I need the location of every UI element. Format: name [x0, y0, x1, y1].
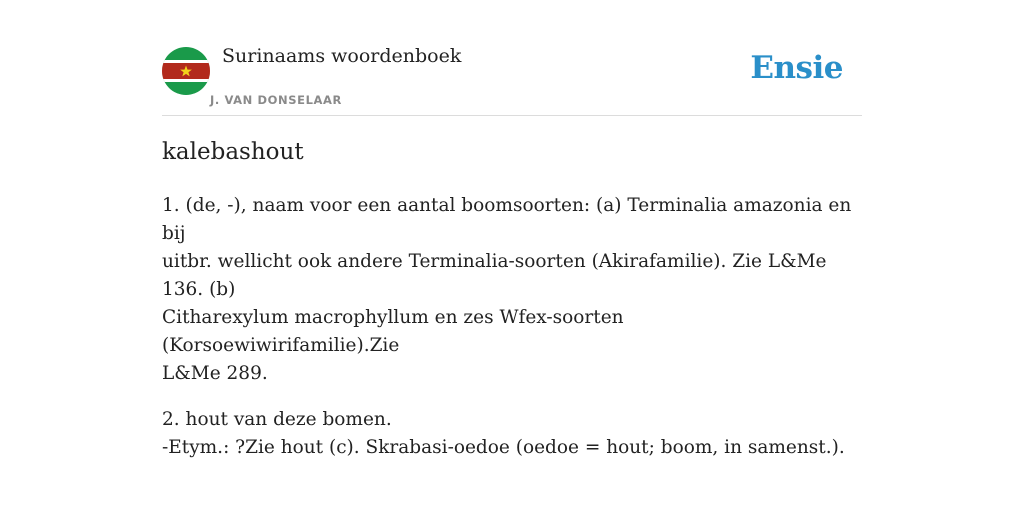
entry-headword: kalebashout	[162, 139, 304, 165]
sense-1-line-1: 1. (de, -), naam voor een aantal boomsoorten: (a) Terminalia amazonia en bij	[162, 195, 852, 244]
dictionary-header	[162, 0, 862, 116]
ensie-logo-link[interactable]: Ensie	[750, 50, 843, 86]
sense-2	[162, 406, 862, 462]
suriname-flag-icon	[162, 47, 210, 95]
sense-1-line-3: Citharexylum macrophyllum en zes Wfex-soorten (Korsoewiwirifamilie).Zie	[162, 307, 624, 356]
sense-1-line-2: uitbr. wellicht ook andere Terminalia-soorten (Akirafamilie). Zie L&Me 136. (b)	[162, 251, 827, 300]
dictionary-title-link[interactable]: Surinaams woordenboek	[222, 45, 462, 67]
sense-1-line-4: L&Me 289.	[162, 363, 268, 384]
entry-definition	[162, 192, 862, 462]
etymology-line: -Etym.: ?Zie hout (c). Skrabasi-oedoe (oedoe = hout; boom, in samenst.).	[162, 437, 845, 458]
author-name: J. VAN DONSELAAR	[210, 93, 342, 107]
sense-2-line-1: 2. hout van deze bomen.	[162, 409, 392, 430]
sense-1	[162, 192, 862, 388]
dictionary-page	[162, 0, 862, 458]
